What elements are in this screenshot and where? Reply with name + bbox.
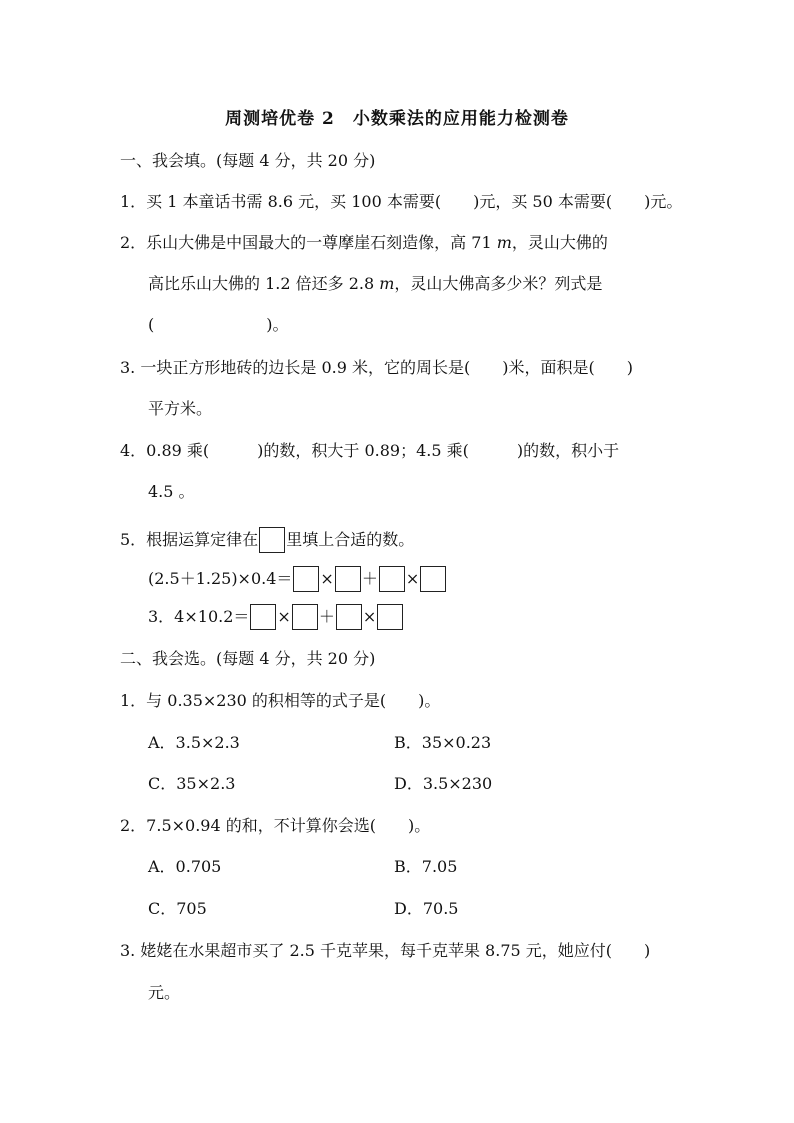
page-title: 周测培优卷 2 小数乘法的应用能力检测卷 xyxy=(225,109,569,129)
answer-box[interactable] xyxy=(377,604,403,630)
q2-text-a: 2．乐山大佛是中国最大的一尊摩崖石刻造像，高 71 xyxy=(120,233,497,252)
plus-sign: ＋ xyxy=(318,607,335,626)
answer-box[interactable] xyxy=(336,604,362,630)
times-sign: × xyxy=(320,569,334,588)
expr1-text: (2.5＋1.25)×0.4＝ xyxy=(148,569,293,588)
answer-box[interactable] xyxy=(250,604,276,630)
answer-box[interactable] xyxy=(293,566,319,592)
option-d[interactable]: D．3.5×230 xyxy=(394,774,493,793)
s1-question-2-line2 xyxy=(148,273,602,295)
option-a[interactable]: A．3.5×2.3 xyxy=(148,733,240,752)
times-sign: × xyxy=(277,607,291,626)
answer-box[interactable] xyxy=(292,604,318,630)
times-sign: × xyxy=(405,569,420,588)
times-sign: × xyxy=(362,607,377,626)
q2-unit-2: m xyxy=(379,274,395,293)
section1-heading: 一、我会填。(每题 4 分，共 20 分) xyxy=(120,151,376,170)
option-d[interactable]: D．70.5 xyxy=(394,899,459,918)
s1-question-4-line1: 4．0.89 乘( )的数，积大于 0.89；4.5 乘( )的数，积小于 xyxy=(120,441,620,460)
s2-question-3-line2: 元。 xyxy=(148,983,181,1002)
option-b[interactable]: B．35×0.23 xyxy=(394,733,492,752)
option-c[interactable]: C．705 xyxy=(148,899,207,918)
s1-question-2-line3: ( )。 xyxy=(148,315,289,334)
s2-question-3-line1: 3. 姥姥在水果超市买了 2.5 千克苹果，每千克苹果 8.75 元，她应付( ) xyxy=(120,941,651,960)
option-a[interactable]: A．0.705 xyxy=(148,857,222,876)
expr2-text: 3．4×10.2＝ xyxy=(148,607,250,626)
answer-box[interactable] xyxy=(335,566,361,592)
plus-sign: ＋ xyxy=(361,569,378,588)
s1-question-3-line2: 平方米。 xyxy=(148,399,213,418)
answer-box[interactable] xyxy=(259,527,285,553)
q2-text-c: 高比乐山大佛的 1.2 倍还多 2.8 xyxy=(148,274,380,293)
s2-question-1: 1．与 0.35×230 的积相等的式子是( )。 xyxy=(120,691,441,710)
q2-text-b: ，灵山大佛的 xyxy=(511,233,608,252)
option-b[interactable]: B．7.05 xyxy=(394,857,458,876)
q5-text-b: 里填上合适的数。 xyxy=(286,530,415,549)
q2-text-d: ，灵山大佛高多少米？列式是 xyxy=(394,274,603,293)
s1-question-3-line1: 3. 一块正方形地砖的边长是 0.9 米，它的周长是( )米，面积是( ) xyxy=(120,358,633,377)
s1-question-4-line2: 4.5 。 xyxy=(148,482,195,501)
s1-question-5 xyxy=(120,527,414,553)
answer-box[interactable] xyxy=(379,566,405,592)
s1-question-1: 1．买 1 本童话书需 8.6 元，买 100 本需要( )元，买 50 本需要( )元。 xyxy=(120,192,683,211)
option-c[interactable]: C．35×2.3 xyxy=(148,774,236,793)
q5-text-a: 5．根据运算定律在 xyxy=(120,530,259,549)
s2-question-2: 2．7.5×0.94 的和，不计算你会选( )。 xyxy=(120,816,431,835)
q5-expression-2 xyxy=(148,604,404,630)
section2-heading: 二、我会选。(每题 4 分，共 20 分) xyxy=(120,649,376,668)
q5-expression-1 xyxy=(148,566,447,592)
q2-unit: m xyxy=(496,233,512,252)
s1-question-2-line1 xyxy=(120,232,608,254)
answer-box[interactable] xyxy=(420,566,446,592)
